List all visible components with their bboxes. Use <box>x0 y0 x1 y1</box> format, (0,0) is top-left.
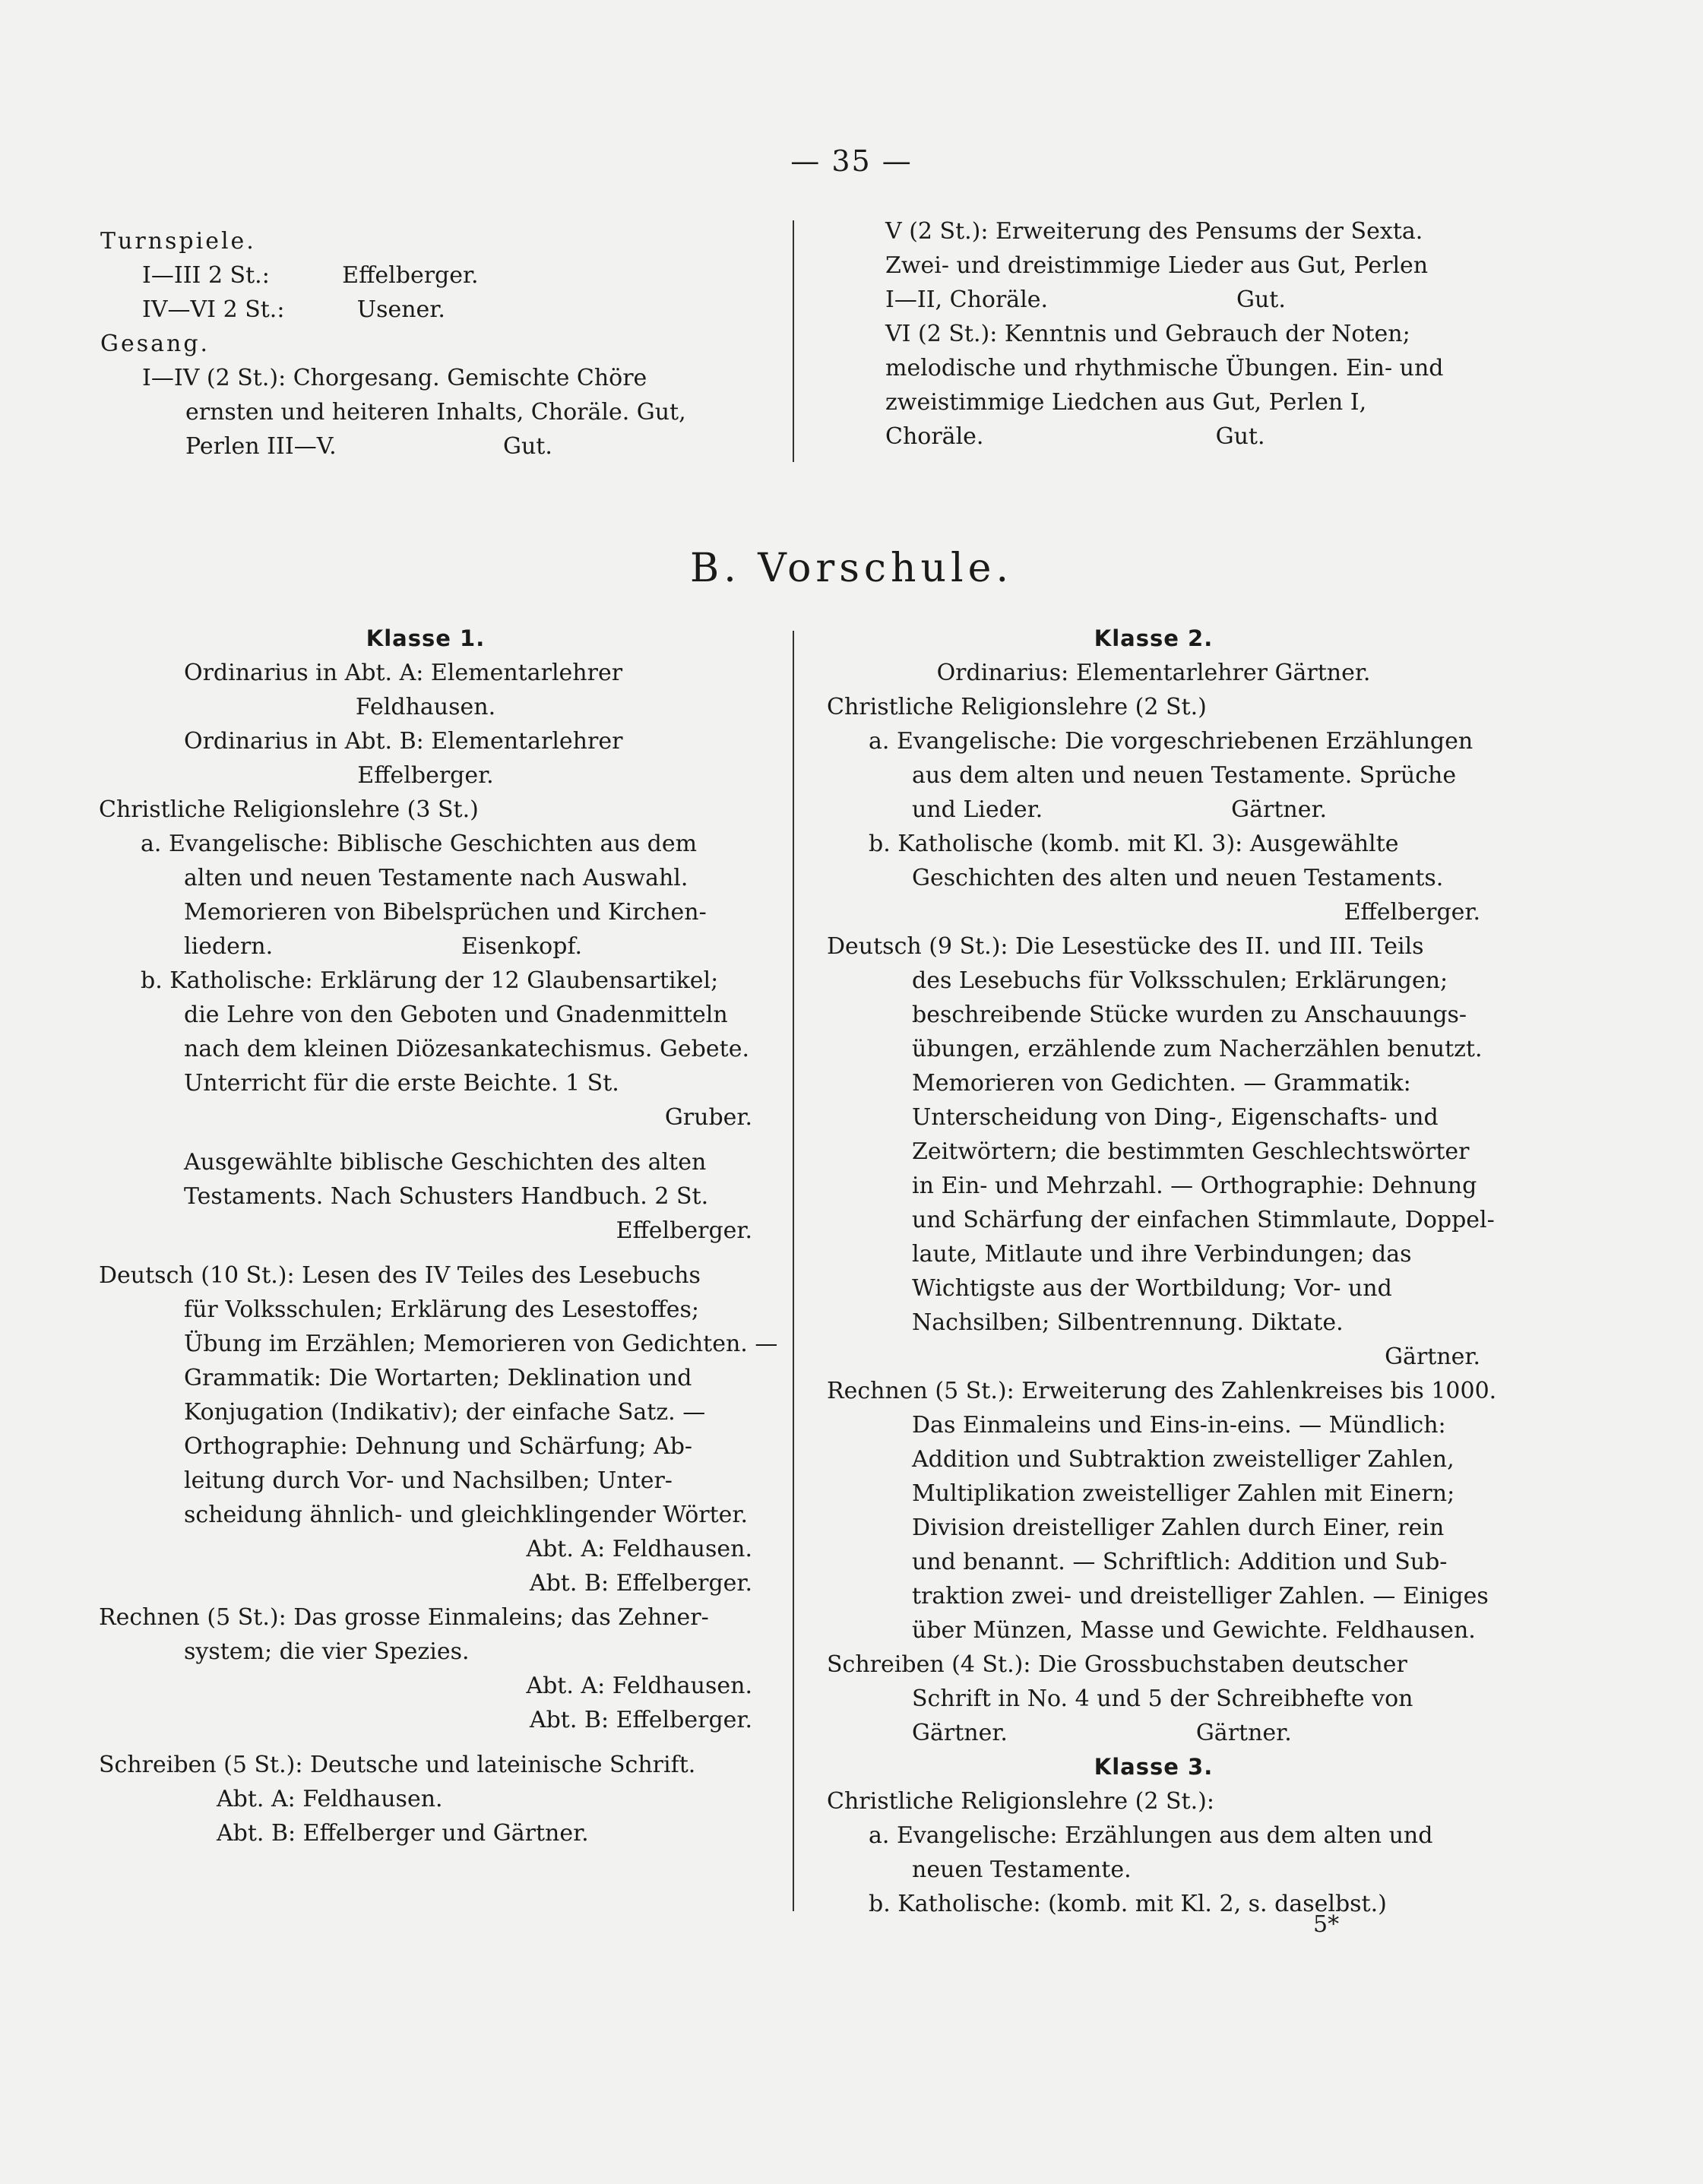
klasse-2-3-column <box>827 622 1497 1921</box>
text-line: scheidung ähnlich- und gleichklingender Wörter. <box>184 1502 749 1528</box>
text-line: Das Einmaleins und Eins-in-eins. — Mündlich: <box>912 1412 1446 1439</box>
text-line: Feldhausen. <box>355 694 496 720</box>
text-line: nach dem kleinen Diözesankatechismus. Gebete. <box>184 1036 749 1062</box>
text-line: I—IV (2 St.): Chorgesang. Gemischte Chöre <box>142 365 647 391</box>
text-line: Schrift in No. 4 und 5 der Schreibhefte von <box>912 1685 1413 1712</box>
top-right-column <box>885 214 1486 454</box>
text-line: Rechnen (5 St.): Das grosse Einmaleins; das Zehner- <box>99 1604 709 1631</box>
text-line: a. Evangelische: Die vorgeschriebenen Erzählungen <box>869 728 1474 755</box>
text-line: des Lesebuchs für Volksschulen; Erklärungen; <box>912 967 1448 994</box>
text-line: ernsten und heiteren Inhalts, Choräle. Gut, <box>185 399 686 426</box>
text-line: Ordinarius: Elementarlehrer Gärtner. <box>936 660 1371 686</box>
text-line: I—III 2 St.: Effelberger. <box>142 262 479 289</box>
text-line: Schreiben (5 St.): Deutsche und lateinische Schrift. <box>99 1752 696 1778</box>
text-line: aus dem alten und neuen Testamente. Sprüche <box>912 762 1457 789</box>
text-line: Ausgewählte biblische Geschichten des alten <box>184 1149 707 1176</box>
text-line: und benannt. — Schriftlich: Addition und Sub- <box>912 1549 1448 1575</box>
text-line: Gruber. <box>664 1104 752 1131</box>
text-line: Christliche Religionslehre (2 St.): <box>827 1788 1214 1815</box>
column-divider-top <box>793 220 794 462</box>
text-line: Testaments. Nach Schusters Handbuch. 2 St. <box>184 1183 709 1210</box>
text-line: Christliche Religionslehre (3 St.) <box>99 796 479 823</box>
text-line: Gesang. <box>100 331 211 357</box>
text-line: Deutsch (9 St.): Die Lesestücke des II. und III. Teils <box>827 933 1424 960</box>
text-line: und Lieder. Gärtner. <box>912 796 1328 823</box>
text-line: Gärtner. <box>1385 1344 1480 1370</box>
signature-mark: 5* <box>1313 1911 1340 1938</box>
text-line: Ordinarius in Abt. A: Elementarlehrer <box>184 660 623 686</box>
text-line: Grammatik: Die Wortarten; Deklination und <box>184 1365 692 1391</box>
text-line: Unterricht für die erste Beichte. 1 St. <box>184 1070 619 1097</box>
text-line: a. Evangelische: Erzählungen aus dem alten und <box>869 1822 1433 1849</box>
top-left-column <box>100 224 754 464</box>
text-line: Turnspiele. <box>100 228 256 255</box>
text-line: über Münzen, Masse und Gewichte. Feldhausen. <box>912 1617 1476 1644</box>
text-line: Abt. B: Effelberger und Gärtner. <box>217 1820 589 1847</box>
text-line: IV—VI 2 St.: Usener. <box>142 296 445 323</box>
text-line: a. Evangelische: Biblische Geschichten aus dem <box>141 831 698 857</box>
text-line: Schreiben (4 St.): Die Grossbuchstaben deutscher <box>827 1651 1407 1678</box>
text-line: Abt. A: Feldhausen. <box>526 1536 752 1562</box>
text-line: für Volksschulen; Erklärung des Lesestoffes; <box>184 1296 700 1323</box>
text-line: Unterscheidung von Ding-, Eigenschafts- und <box>912 1104 1439 1131</box>
text-line: V (2 St.): Erweiterung des Pensums der Sexta. <box>885 218 1423 245</box>
text-line: Abt. A: Feldhausen. <box>526 1673 752 1699</box>
text-line: system; die vier Spezies. <box>184 1638 470 1665</box>
text-line: beschreibende Stücke wurden zu Anschauungs- <box>912 1002 1467 1028</box>
text-line: Abt. A: Feldhausen. <box>217 1786 443 1812</box>
text-line: Zeitwörtern; die bestimmten Geschlechtswörter <box>912 1138 1470 1165</box>
text-line: Multiplikation zweistelliger Zahlen mit Einern; <box>912 1480 1455 1507</box>
text-line: neuen Testamente. <box>912 1856 1132 1883</box>
text-line: und Schärfung der einfachen Stimmlaute, Doppel- <box>912 1207 1495 1233</box>
klasse-1-column <box>99 622 778 1850</box>
text-line <box>99 1248 752 1258</box>
text-line: Memorieren von Bibelsprüchen und Kirchen- <box>184 899 707 926</box>
text-line: laute, Mitlaute und ihre Verbindungen; das <box>912 1241 1412 1268</box>
text-line: I—II, Choräle. Gut. <box>885 286 1286 313</box>
text-line: Addition und Subtraktion zweistelliger Zahlen, <box>912 1446 1455 1473</box>
text-line: Gärtner. Gärtner. <box>912 1720 1292 1746</box>
klasse-1-heading: Klasse 1. <box>366 625 486 651</box>
text-line: Konjugation (Indikativ); der einfache Satz. — <box>184 1399 706 1426</box>
text-line: Orthographie: Dehnung und Schärfung; Ab- <box>184 1433 693 1460</box>
text-line: Christliche Religionslehre (2 St.) <box>827 694 1207 720</box>
text-line: Wichtigste aus der Wortbildung; Vor- und <box>912 1275 1392 1302</box>
text-line: Memorieren von Gedichten. — Grammatik: <box>912 1070 1411 1097</box>
section-title: B. Vorschule. <box>690 546 1013 591</box>
text-line: Geschichten des alten und neuen Testaments. <box>912 865 1444 891</box>
text-line: traktion zwei- und dreistelliger Zahlen. — Einiges <box>912 1583 1489 1610</box>
text-line <box>99 1737 752 1748</box>
text-line: Effelberger. <box>616 1217 752 1244</box>
text-line: Rechnen (5 St.): Erweiterung des Zahlenkreises bis 1000. <box>827 1378 1497 1404</box>
text-line: b. Katholische: (komb. mit Kl. 2, s. daselbst.) <box>869 1891 1387 1917</box>
text-line: Division dreistelliger Zahlen durch Einer, rein <box>912 1515 1445 1541</box>
text-line: Choräle. Gut. <box>885 423 1265 450</box>
text-line: melodische und rhythmische Übungen. Ein- und <box>885 355 1444 381</box>
page-number: — 35 — <box>790 144 913 178</box>
text-line: leitung durch Vor- und Nachsilben; Unter- <box>184 1467 673 1494</box>
text-line: in Ein- und Mehrzahl. — Orthographie: Dehnung <box>912 1173 1477 1199</box>
klasse-2-heading: Klasse 2. <box>1094 625 1214 651</box>
text-line: Abt. B: Effelberger. <box>529 1570 752 1597</box>
text-line: übungen, erzählende zum Nacherzählen benutzt. <box>912 1036 1483 1062</box>
text-line: Effelberger. <box>1344 899 1480 926</box>
text-line: VI (2 St.): Kenntnis und Gebrauch der Noten; <box>885 321 1410 347</box>
text-line: Übung im Erzählen; Memorieren von Gedichten. — <box>184 1331 778 1357</box>
column-divider-bottom <box>793 631 794 1911</box>
text-line: b. Katholische: Erklärung der 12 Glaubensartikel; <box>141 967 719 994</box>
text-line: Deutsch (10 St.): Lesen des IV Teiles des Lesebuchs <box>99 1262 701 1289</box>
text-line: Zwei- und dreistimmige Lieder aus Gut, Perlen <box>885 252 1429 279</box>
text-line: zweistimmige Liedchen aus Gut, Perlen I, <box>885 389 1367 416</box>
klasse-3-heading: Klasse 3. <box>1094 1754 1214 1780</box>
text-line: Nachsilben; Silbentrennung. Diktate. <box>912 1309 1344 1336</box>
text-line: b. Katholische (komb. mit Kl. 3): Ausgewählte <box>869 831 1399 857</box>
text-line: liedern. Eisenkopf. <box>184 933 583 960</box>
text-line: Perlen III—V. Gut. <box>185 433 552 460</box>
text-line: Effelberger. <box>357 762 494 789</box>
text-line <box>99 1135 752 1145</box>
text-line: die Lehre von den Geboten und Gnadenmitteln <box>184 1002 728 1028</box>
text-line: alten und neuen Testamente nach Auswahl. <box>184 865 688 891</box>
text-line: Ordinarius in Abt. B: Elementarlehrer <box>184 728 623 755</box>
text-line: Abt. B: Effelberger. <box>529 1707 752 1733</box>
